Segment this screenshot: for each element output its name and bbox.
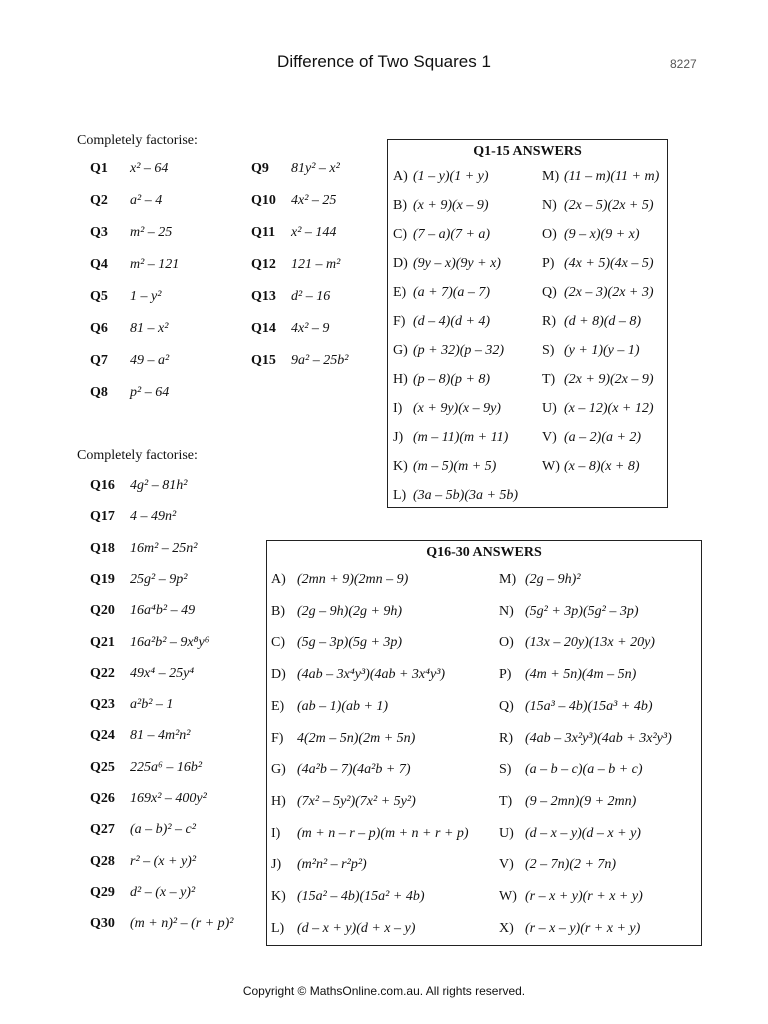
- answers-box-title: Q16-30 ANSWERS: [426, 545, 542, 560]
- answer-option-label: N): [542, 198, 557, 213]
- question-row-label: Q18: [90, 540, 115, 556]
- question-row-label: Q30: [90, 916, 115, 932]
- answer-option-label: I): [271, 825, 281, 841]
- answer-option-label: Q): [499, 698, 514, 714]
- answer-option-expression: (y + 1)(y – 1): [564, 343, 640, 358]
- answer-option-expression: (4x + 5)(4x – 5): [564, 256, 654, 271]
- answer-option-label: R): [499, 730, 513, 746]
- question-row-label: Q11: [251, 225, 276, 240]
- question-row-expression: 25g² – 9p²: [130, 571, 188, 587]
- question-row-label: Q22: [90, 665, 115, 681]
- answer-option-expression: (3a – 5b)(3a + 5b): [413, 488, 519, 503]
- question-row-expression: (m + n)² – (r + p)²: [130, 916, 234, 932]
- answer-option-expression: (7x² – 5y²)(7x² + 5y²): [297, 793, 416, 809]
- question-row-expression: r² – (x + y)²: [130, 853, 197, 869]
- answer-option-label: G): [393, 343, 408, 358]
- question-row-label: Q23: [90, 697, 115, 713]
- question-row-label: Q12: [251, 257, 276, 272]
- answer-option-expression: (m – 11)(m + 11): [413, 430, 509, 445]
- answer-option-expression: (4a²b – 7)(4a²b + 7): [297, 762, 411, 778]
- answer-option-label: F): [393, 314, 406, 329]
- question-row-expression: 16a²b² – 9x⁸y⁶: [130, 634, 210, 650]
- answer-option-expression: (ab – 1)(ab + 1): [297, 698, 389, 714]
- question-row-expression: 4x² – 25: [291, 193, 337, 208]
- answers-box-q16-30: [266, 540, 702, 946]
- answer-option-label: E): [393, 285, 407, 300]
- answer-option-label: M): [542, 169, 560, 184]
- answer-option-label: S): [542, 343, 555, 358]
- question-row-expression: d² – (x – y)²: [130, 884, 196, 900]
- answer-option-expression: (4ab – 3x⁴y³)(4ab + 3x⁴y³): [297, 667, 446, 683]
- answer-option-expression: (a – b – c)(a – b + c): [525, 762, 643, 778]
- answer-option-label: E): [271, 698, 285, 714]
- question-row-expression: 1 – y²: [130, 289, 162, 304]
- answer-option-expression: (x – 8)(x + 8): [564, 459, 640, 474]
- answer-option-expression: (15a³ – 4b)(15a³ + 4b): [525, 698, 653, 714]
- answer-option-label: N): [499, 603, 514, 619]
- answer-option-label: C): [271, 635, 285, 651]
- question-row-expression: 169x² – 400y²: [130, 791, 207, 806]
- answer-option-expression: (4ab – 3x²y³)(4ab + 3x²y³): [525, 730, 672, 746]
- question-row-label: Q15: [251, 353, 276, 368]
- answer-option-label: L): [393, 488, 407, 503]
- question-row-expression: 4g² – 81h²: [130, 478, 188, 493]
- answer-option-label: A): [271, 572, 286, 587]
- question-row-expression: 121 – m²: [291, 257, 341, 272]
- answers-box-q1-15: [387, 139, 668, 508]
- question-row-label: Q26: [90, 791, 115, 806]
- question-row-expression: p² – 64: [130, 385, 170, 400]
- copyright-footer: Copyright © MathsOnline.com.au. All rights reserved.: [242, 984, 526, 998]
- answer-option-expression: (11 – m)(11 + m): [564, 169, 660, 184]
- answer-option-expression: (a – 2)(a + 2): [564, 430, 642, 445]
- answer-option-label: V): [542, 430, 557, 445]
- question-row-label: Q20: [90, 603, 115, 619]
- answer-option-label: J): [393, 430, 404, 445]
- answer-option-label: C): [393, 227, 407, 242]
- answer-option-label: Q): [542, 285, 557, 300]
- answer-option-label: I): [393, 401, 403, 416]
- question-row-expression: m² – 25: [130, 225, 173, 240]
- question-row-label: Q9: [251, 161, 269, 176]
- question-row-label: Q16: [90, 478, 115, 493]
- answer-option-expression: (p + 32)(p – 32): [413, 343, 505, 358]
- answer-option-expression: (9 – x)(9 + x): [564, 227, 640, 242]
- answer-option-expression: (d – x + y)(d + x – y): [297, 920, 416, 936]
- question-row-label: Q10: [251, 193, 276, 208]
- answer-option-label: X): [499, 920, 514, 936]
- answer-option-expression: (2x – 5)(2x + 5): [564, 198, 654, 213]
- answer-option-expression: (9 – 2mn)(9 + 2mn): [525, 793, 637, 809]
- answer-option-expression: (2mn + 9)(2mn – 9): [297, 572, 409, 587]
- answer-option-label: D): [393, 256, 408, 271]
- worksheet-code: 8227: [670, 57, 697, 71]
- question-row-expression: 81y² – x²: [291, 161, 340, 176]
- answer-option-expression: (5g² + 3p)(5g² – 3p): [525, 603, 639, 619]
- answer-option-label: V): [499, 857, 514, 873]
- answers-box-title: Q1-15 ANSWERS: [473, 144, 582, 159]
- answer-option-label: S): [499, 762, 512, 778]
- question-row-expression: m² – 121: [130, 257, 180, 272]
- answer-option-expression: (d + 8)(d – 8): [564, 314, 642, 329]
- question-row-expression: 4x² – 9: [291, 321, 330, 336]
- answer-option-expression: (x + 9y)(x – 9y): [413, 401, 501, 416]
- answer-option-label: L): [271, 920, 285, 936]
- answer-option-label: W): [499, 889, 517, 904]
- section2-instruction: Completely factorise:: [77, 448, 198, 463]
- answer-option-expression: (d – x – y)(d – x + y): [525, 825, 641, 841]
- answer-option-expression: (2x + 9)(2x – 9): [564, 372, 654, 387]
- answer-option-expression: (2g – 9h)²: [525, 572, 581, 587]
- answer-option-label: M): [499, 572, 517, 587]
- answer-option-expression: (9y – x)(9y + x): [413, 256, 501, 271]
- question-row-label: Q25: [90, 759, 115, 775]
- question-row-expression: 81 – 4m²n²: [130, 728, 191, 744]
- answer-option-label: G): [271, 762, 286, 778]
- answer-option-expression: (x + 9)(x – 9): [413, 198, 489, 213]
- question-row-expression: 16m² – 25n²: [130, 540, 198, 556]
- answer-option-label: H): [393, 372, 408, 387]
- answer-option-label: O): [542, 227, 557, 242]
- answer-option-expression: (15a² – 4b)(15a² + 4b): [297, 889, 425, 904]
- answer-option-expression: (5g – 3p)(5g + 3p): [297, 635, 403, 651]
- answer-option-expression: (1 – y)(1 + y): [413, 169, 489, 184]
- question-row-label: Q7: [90, 353, 108, 368]
- answer-option-label: U): [499, 825, 514, 841]
- answer-option-expression: (m – 5)(m + 5): [413, 459, 497, 474]
- question-row-expression: a² – 4: [130, 193, 163, 208]
- question-row-label: Q19: [90, 571, 115, 587]
- answer-option-label: B): [271, 603, 285, 619]
- answer-option-label: O): [499, 635, 514, 651]
- question-row-label: Q14: [251, 321, 276, 336]
- question-row-expression: 81 – x²: [130, 321, 169, 336]
- question-row-expression: 49 – a²: [130, 353, 170, 368]
- question-row-label: Q1: [90, 161, 108, 176]
- question-row-expression: 49x⁴ – 25y⁴: [130, 665, 195, 681]
- question-row-label: Q6: [90, 321, 108, 336]
- question-row-label: Q3: [90, 225, 108, 240]
- answer-option-label: K): [393, 459, 408, 474]
- answer-option-expression: (m + n – r – p)(m + n + r + p): [297, 825, 469, 841]
- answer-option-expression: (a + 7)(a – 7): [413, 285, 491, 300]
- answer-option-expression: (13x – 20y)(13x + 20y): [525, 635, 655, 651]
- section1-instruction: Completely factorise:: [77, 133, 198, 148]
- question-row-expression: d² – 16: [291, 289, 331, 304]
- worksheet-title: Difference of Two Squares 1: [277, 52, 491, 71]
- answer-option-expression: 4(2m – 5n)(2m + 5n): [297, 730, 416, 746]
- answer-option-expression: (x – 12)(x + 12): [564, 401, 654, 416]
- answer-option-label: W): [542, 459, 560, 474]
- question-row-label: Q28: [90, 853, 115, 869]
- question-row-label: Q4: [90, 257, 108, 272]
- answer-option-expression: (m²n² – r²p²): [297, 857, 367, 873]
- question-row-expression: a²b² – 1: [130, 697, 174, 713]
- question-row-expression: 4 – 49n²: [130, 509, 177, 525]
- answer-option-expression: (2g – 9h)(2g + 9h): [297, 603, 403, 619]
- question-row-expression: x² – 144: [291, 225, 337, 240]
- answer-option-expression: (r – x – y)(r + x + y): [525, 920, 641, 936]
- answer-option-expression: (7 – a)(7 + a): [413, 227, 491, 242]
- answer-option-label: J): [271, 857, 282, 873]
- answer-option-expression: (2 – 7n)(2 + 7n): [525, 857, 617, 873]
- question-row-label: Q17: [90, 509, 115, 525]
- question-row-expression: x² – 64: [130, 161, 169, 176]
- question-row-expression: 225a⁶ – 16b²: [130, 759, 203, 775]
- question-row-label: Q24: [90, 728, 115, 744]
- answer-option-expression: (2x – 3)(2x + 3): [564, 285, 654, 300]
- question-row-label: Q8: [90, 385, 108, 400]
- answer-option-expression: (r – x + y)(r + x + y): [525, 889, 643, 904]
- question-row-label: Q29: [90, 884, 115, 900]
- answer-option-label: P): [542, 256, 555, 271]
- answer-option-expression: (d – 4)(d + 4): [413, 314, 491, 329]
- answer-option-label: A): [393, 169, 408, 184]
- question-row-expression: 16a⁴b² – 49: [130, 603, 196, 619]
- answer-option-label: U): [542, 401, 557, 416]
- answer-option-label: R): [542, 314, 556, 329]
- question-row-label: Q5: [90, 289, 108, 304]
- question-row-label: Q21: [90, 634, 115, 650]
- answer-option-label: K): [271, 889, 286, 904]
- question-row-label: Q13: [251, 289, 276, 304]
- answer-option-label: B): [393, 198, 407, 213]
- question-row-label: Q27: [90, 822, 115, 838]
- question-row-label: Q2: [90, 193, 108, 208]
- answer-option-expression: (4m + 5n)(4m – 5n): [525, 667, 637, 683]
- answer-option-label: H): [271, 793, 286, 809]
- answer-option-label: D): [271, 667, 286, 683]
- answer-option-label: T): [499, 793, 513, 809]
- answer-option-label: F): [271, 730, 284, 746]
- question-row-expression: 9a² – 25b²: [291, 353, 349, 368]
- answer-option-label: P): [499, 667, 512, 683]
- answer-option-label: T): [542, 372, 556, 387]
- answer-option-expression: (p – 8)(p + 8): [413, 372, 491, 387]
- question-row-expression: (a – b)² – c²: [130, 822, 196, 838]
